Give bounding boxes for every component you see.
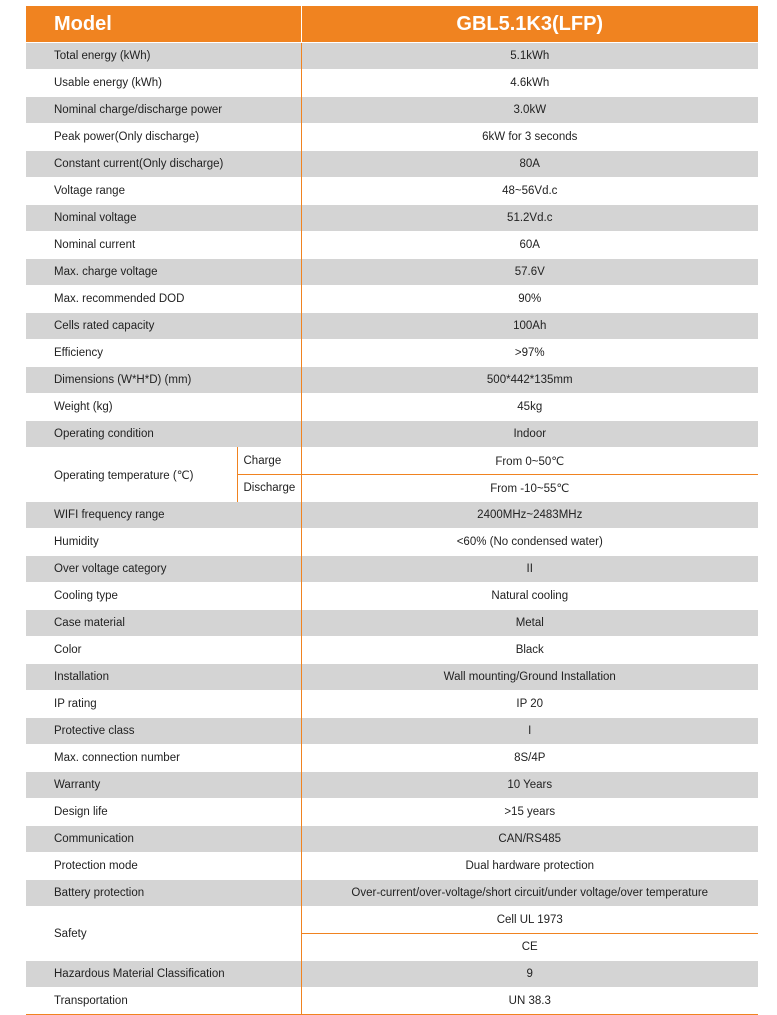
spec-value: 6kW for 3 seconds [301, 124, 758, 151]
safety-label: Safety [54, 927, 87, 940]
spec-label: Transportation [26, 988, 301, 1015]
table-header [26, 6, 758, 43]
spec-value: 51.2Vd.c [301, 205, 758, 232]
spec-value: Wall mounting/Ground Installation [301, 664, 758, 691]
spec-label: Design life [54, 806, 108, 818]
spec-label: Protection mode [54, 860, 138, 872]
table-row [26, 340, 758, 367]
spec-value: Indoor [301, 421, 758, 448]
table-row [26, 151, 758, 178]
charge-sublabel: Charge [237, 448, 301, 475]
table-row [26, 232, 758, 259]
table-row [26, 556, 758, 583]
table-row [26, 421, 758, 448]
table-row [26, 907, 758, 934]
spec-label: IP rating [54, 698, 97, 710]
table-row [26, 43, 758, 70]
table-row [26, 637, 758, 664]
spec-value: 100Ah [301, 313, 758, 340]
spec-value: CAN/RS485 [301, 826, 758, 853]
spec-value: >97% [301, 340, 758, 367]
spec-value: Over-current/over-voltage/short circuit/under voltage/over temperature [301, 880, 758, 907]
discharge-temperature-value: From -10~55℃ [301, 475, 758, 502]
spec-value: 57.6V [301, 259, 758, 286]
table-row [26, 664, 758, 691]
spec-value: Dual hardware protection [301, 853, 758, 880]
table-row [26, 988, 758, 1015]
spec-label: Over voltage category [54, 563, 167, 575]
spec-value: 8S/4P [301, 745, 758, 772]
spec-value: <60% (No condensed water) [301, 529, 758, 556]
table-row [26, 178, 758, 205]
table-row [26, 124, 758, 151]
spec-value: I [301, 718, 758, 745]
table-row [26, 961, 758, 988]
spec-label: Battery protection [54, 887, 145, 899]
spec-value: 4.6kWh [301, 70, 758, 97]
discharge-sublabel: Discharge [237, 475, 301, 502]
spec-label: Operating condition [54, 428, 154, 440]
table-row [26, 286, 758, 313]
table-row [26, 799, 758, 826]
spec-value: 5.1kWh [301, 43, 758, 70]
spec-value: 48~56Vd.c [301, 178, 758, 205]
spec-label: Protective class [54, 725, 135, 737]
table-row [26, 97, 758, 124]
model-header-value: GBL5.1K3(LFP) [301, 6, 758, 43]
table-row [26, 583, 758, 610]
spec-value: 2400MHz~2483MHz [301, 502, 758, 529]
spec-value: 90% [301, 286, 758, 313]
table-row [26, 502, 758, 529]
table-row [26, 367, 758, 394]
spec-label: Total energy (kWh) [54, 50, 151, 62]
spec-label: Peak power(Only discharge) [54, 131, 200, 143]
spec-label: Voltage range [54, 185, 125, 197]
table-row [26, 448, 758, 475]
safety-value: CE [301, 934, 758, 961]
table-row [26, 70, 758, 97]
table-row [26, 826, 758, 853]
table-row [26, 205, 758, 232]
spec-label: Nominal current [54, 239, 136, 251]
table-row [26, 772, 758, 799]
model-header-label: Model [26, 6, 301, 43]
spec-label: Weight (kg) [54, 401, 113, 413]
table-row [26, 313, 758, 340]
spec-label: Max. charge voltage [54, 266, 158, 278]
spec-value: 500*442*135mm [301, 367, 758, 394]
table-row [26, 745, 758, 772]
spec-label: Cells rated capacity [54, 320, 155, 332]
spec-label: Max. connection number [54, 752, 180, 764]
spec-value: 60A [301, 232, 758, 259]
spec-value: >15 years [301, 799, 758, 826]
table-row [26, 691, 758, 718]
spec-label: Humidity [54, 536, 99, 548]
spec-table [26, 6, 758, 1015]
spec-label: Communication [54, 833, 134, 845]
spec-label: Dimensions (W*H*D) (mm) [54, 374, 192, 386]
table-row [26, 853, 758, 880]
spec-label: Case material [54, 617, 125, 629]
spec-label: Usable energy (kWh) [54, 77, 163, 89]
spec-label: Warranty [54, 779, 101, 791]
table-row [26, 529, 758, 556]
spec-label: Nominal charge/discharge power [54, 104, 223, 116]
spec-label: Cooling type [54, 590, 118, 602]
spec-label: Hazardous Material Classification [54, 968, 225, 980]
spec-value: II [301, 556, 758, 583]
safety-value: Cell UL 1973 [301, 907, 758, 934]
table-row [26, 610, 758, 637]
table-row [26, 394, 758, 421]
spec-value: Metal [301, 610, 758, 637]
spec-label: Constant current(Only discharge) [54, 158, 224, 170]
spec-label: WIFI frequency range [54, 509, 165, 521]
table-row [26, 880, 758, 907]
spec-label: Installation [54, 671, 109, 683]
spec-value: UN 38.3 [301, 988, 758, 1015]
spec-label: Efficiency [54, 347, 104, 359]
spec-label: Max. recommended DOD [54, 293, 185, 305]
charge-temperature-value: From 0~50℃ [301, 448, 758, 475]
spec-value: 3.0kW [301, 97, 758, 124]
spec-label: Color [54, 644, 82, 656]
spec-value: Black [301, 637, 758, 664]
table-row [26, 259, 758, 286]
spec-value: Natural cooling [301, 583, 758, 610]
spec-value: 9 [301, 961, 758, 988]
spec-value: IP 20 [301, 691, 758, 718]
spec-value: 45kg [301, 394, 758, 421]
spec-label: Nominal voltage [54, 212, 137, 224]
spec-value: 10 Years [301, 772, 758, 799]
spec-value: 80A [301, 151, 758, 178]
table-row [26, 718, 758, 745]
operating-temperature-label: Operating temperature (℃) [54, 469, 194, 482]
